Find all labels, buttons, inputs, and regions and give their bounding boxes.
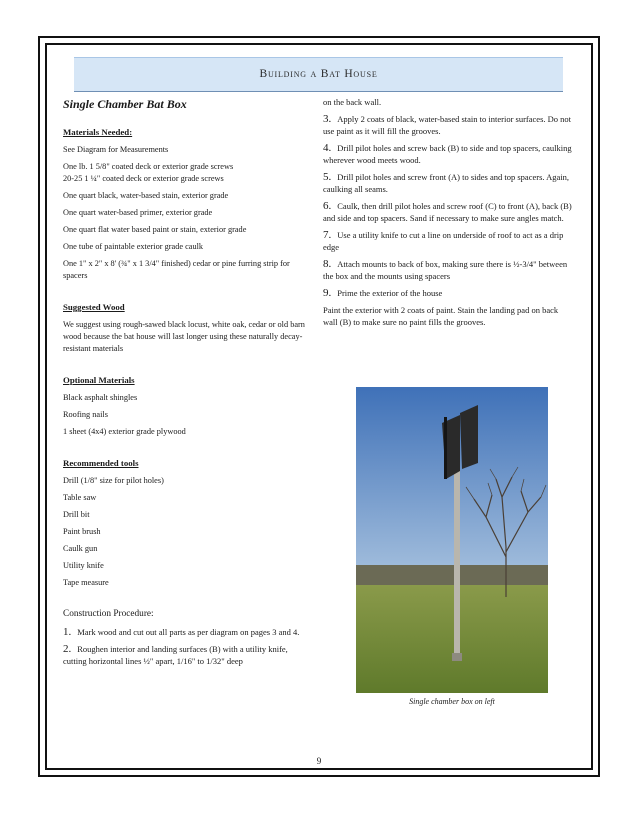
optional-item: Black asphalt shingles xyxy=(63,393,138,402)
step-text: Use a utility knife to cut a line on underside of roof to act as a drip edge xyxy=(323,230,564,252)
materials-heading: Materials Needed: xyxy=(63,127,133,137)
post-base xyxy=(452,653,462,661)
material-item: One tube of paintable exterior grade caulk xyxy=(63,242,204,251)
step-text: Prime the exterior of the house xyxy=(337,288,443,298)
step-number: 4. xyxy=(323,142,332,154)
material-item: See Diagram for Measurements xyxy=(63,145,169,154)
tool-item: Caulk gun xyxy=(63,544,98,553)
step-number: 7. xyxy=(323,229,332,241)
step-text: Drill pilot holes and screw back (B) to side and top spacers, caulking wherever wood meets wood. xyxy=(323,143,572,165)
wood-heading: Suggested Wood xyxy=(63,302,125,312)
step-text: Caulk, then drill pilot holes and screw roof (C) to front (A), back (B) and side and top spacers. Sand if necessary to make sure angles match. xyxy=(323,201,572,223)
photo-caption: Single chamber box on left xyxy=(409,697,495,706)
step-number: 3. xyxy=(323,113,332,125)
optional-heading: Optional Materials xyxy=(63,375,135,385)
step-number: 5. xyxy=(323,171,332,183)
procedure-step xyxy=(323,287,573,299)
procedure-step xyxy=(323,229,573,253)
material-item: One 1" x 2" x 8' (¾" x 1 3/4" finished) cedar or pine furring strip for spacers xyxy=(63,259,290,280)
step-number: 6. xyxy=(323,200,332,212)
field xyxy=(356,585,548,693)
tools-heading: Recommended tools xyxy=(63,458,139,468)
procedure-step xyxy=(323,200,573,224)
step-text: Drill pilot holes and screw front (A) to sides and top spacers. Again, caulking all seams. xyxy=(323,172,570,194)
bat-house-photo-svg xyxy=(356,387,548,693)
step-text: Roughen interior and landing surfaces (B) with a utility knife, cutting horizontal lines ½" apart, 1/16" to 1/32" deep xyxy=(63,644,288,666)
optional-item: 1 sheet (4x4) exterior grade plywood xyxy=(63,427,186,436)
tool-item: Drill (1/8" size for pilot holes) xyxy=(63,476,164,485)
tool-item: Drill bit xyxy=(63,510,90,519)
step-number: 8. xyxy=(323,258,332,270)
tool-item: Paint brush xyxy=(63,527,101,536)
step-number: 9. xyxy=(323,287,332,299)
step-number: 1. xyxy=(63,626,72,638)
procedure-step xyxy=(323,171,573,195)
sky xyxy=(356,387,548,587)
step-text: Attach mounts to back of box, making sure there is ½-3/4" between the box and the mounts using spacers xyxy=(323,259,568,281)
optional-item: Roofing nails xyxy=(63,410,108,419)
header-band xyxy=(74,57,563,92)
material-item: One lb. 1 5/8" coated deck or exterior grade screws xyxy=(63,162,234,171)
step-text: Mark wood and cut out all parts as per diagram on pages 3 and 4. xyxy=(77,627,300,637)
material-item: One quart flat water based paint or stain, exterior grade xyxy=(63,225,247,234)
material-item: One quart water-based primer, exterior grade xyxy=(63,208,213,217)
continuation-text: on the back wall. xyxy=(323,97,382,107)
procedure-step xyxy=(323,142,573,166)
procedure-heading: Construction Procedure: xyxy=(63,609,154,619)
page-number: 9 xyxy=(316,756,322,766)
procedure-step xyxy=(63,643,313,667)
closing-text: Paint the exterior with 2 coats of paint. Stain the landing pad on back wall (B) to make sure no paint fills the grooves. xyxy=(323,305,559,327)
procedure-step xyxy=(63,626,313,638)
step-text: Apply 2 coats of black, water-based stain to interior surfaces. Do not use paint as it will fill the grooves. xyxy=(323,114,571,136)
tool-item: Table saw xyxy=(63,493,97,502)
material-item: One quart black, water-based stain, exterior grade xyxy=(63,191,229,200)
tool-item: Utility knife xyxy=(63,561,104,570)
procedure-step xyxy=(323,113,573,137)
bat-house-photo xyxy=(356,387,548,693)
right-column xyxy=(323,96,573,333)
material-item: 20-25 1 ¼" coated deck or exterior grade screws xyxy=(63,174,224,183)
left-column xyxy=(63,96,313,672)
tool-item: Tape measure xyxy=(63,578,109,587)
wood-text: We suggest using rough-sawed black locust, white oak, cedar or old barn wood because the bat house will last longer using these naturally decay-resistant materials xyxy=(63,320,305,353)
step-number: 2. xyxy=(63,643,72,655)
procedure-step xyxy=(323,258,573,282)
document-title: Single Chamber Bat Box xyxy=(63,97,187,111)
header-title: Building a Bat House xyxy=(259,68,378,80)
